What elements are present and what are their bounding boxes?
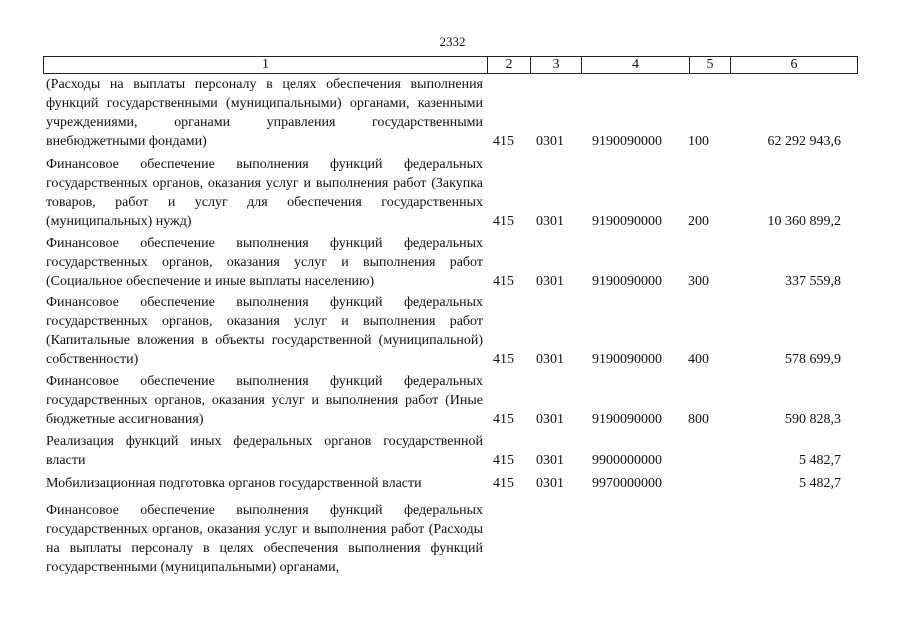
ministry-code: 415 — [493, 214, 514, 229]
table-row — [0, 474, 905, 493]
amount: 5 482,7 — [799, 476, 841, 491]
ministry-code: 415 — [493, 134, 514, 149]
column-header-5: 5 — [690, 57, 731, 74]
table-row — [0, 75, 905, 151]
row-description: Реализация функций иных федеральных органов государственной власти — [46, 434, 483, 468]
ministry-code: 415 — [493, 274, 514, 289]
section-code: 0301 — [536, 214, 564, 229]
expense-type: 300 — [688, 274, 709, 289]
column-header-6: 6 — [731, 57, 858, 74]
target-article: 9970000000 — [592, 476, 662, 491]
page-number: 2332 — [439, 34, 466, 49]
target-article: 9900000000 — [592, 453, 662, 468]
table-row — [0, 501, 905, 577]
section-code: 0301 — [536, 352, 564, 367]
expense-type: 400 — [688, 352, 709, 367]
row-description: Мобилизационная подготовка органов государственной власти — [46, 476, 422, 491]
row-description: (Расходы на выплаты персоналу в целях обеспечения выполнения функций государственными (муниципальными) органами, казенными учреждениями, органами управления государственными внебюджетными фондами) — [46, 77, 483, 149]
target-article: 9190090000 — [592, 214, 662, 229]
column-header-row — [44, 57, 858, 74]
expense-type: 100 — [688, 134, 709, 149]
amount: 337 559,8 — [785, 274, 841, 289]
ministry-code: 415 — [493, 453, 514, 468]
target-article: 9190090000 — [592, 134, 662, 149]
expense-type: 200 — [688, 214, 709, 229]
section-code: 0301 — [536, 412, 564, 427]
table-row — [0, 155, 905, 231]
target-article: 9190090000 — [592, 352, 662, 367]
row-description: Финансовое обеспечение выполнения функций федеральных государственных органов, оказания услуг и выполнения работ (Иные бюджетные ассигнования) — [46, 374, 483, 427]
section-code: 0301 — [536, 476, 564, 491]
column-header-4: 4 — [582, 57, 690, 74]
column-header-3: 3 — [531, 57, 582, 74]
column-header-2: 2 — [488, 57, 531, 74]
row-description: Финансовое обеспечение выполнения функций федеральных государственных органов, оказания услуг и выполнения работ (Капитальные вложения в объекты государственной (муниципальной) собственности) — [46, 295, 483, 367]
section-code: 0301 — [536, 134, 564, 149]
section-code: 0301 — [536, 274, 564, 289]
table-row — [0, 234, 905, 291]
amount: 62 292 943,6 — [767, 134, 841, 149]
table-row — [0, 432, 905, 470]
table-row — [0, 293, 905, 369]
ministry-code: 415 — [493, 412, 514, 427]
target-article: 9190090000 — [592, 412, 662, 427]
row-description: Финансовое обеспечение выполнения функций федеральных государственных органов, оказания услуг и выполнения работ (Закупка товаров, работ и услуг для обеспечения государственных (муниципальных) нужд) — [46, 157, 483, 229]
section-code: 0301 — [536, 453, 564, 468]
row-description: Финансовое обеспечение выполнения функций федеральных государственных органов, оказания услуг и выполнения работ (Социальное обеспечение и иные выплаты населению) — [46, 236, 483, 289]
row-description: Финансовое обеспечение выполнения функций федеральных государственных органов, оказания услуг и выполнения работ (Расходы на выплаты персоналу в целях обеспечения выполнения функций государственными (муниципальными) органами, — [46, 503, 483, 575]
column-header-table — [43, 56, 858, 74]
ministry-code: 415 — [493, 476, 514, 491]
target-article: 9190090000 — [592, 274, 662, 289]
expense-type: 800 — [688, 412, 709, 427]
amount: 5 482,7 — [799, 453, 841, 468]
amount: 578 699,9 — [785, 352, 841, 367]
column-header-1: 1 — [44, 57, 488, 74]
amount: 10 360 899,2 — [767, 214, 841, 229]
amount: 590 828,3 — [785, 412, 841, 427]
ministry-code: 415 — [493, 352, 514, 367]
table-row — [0, 372, 905, 429]
